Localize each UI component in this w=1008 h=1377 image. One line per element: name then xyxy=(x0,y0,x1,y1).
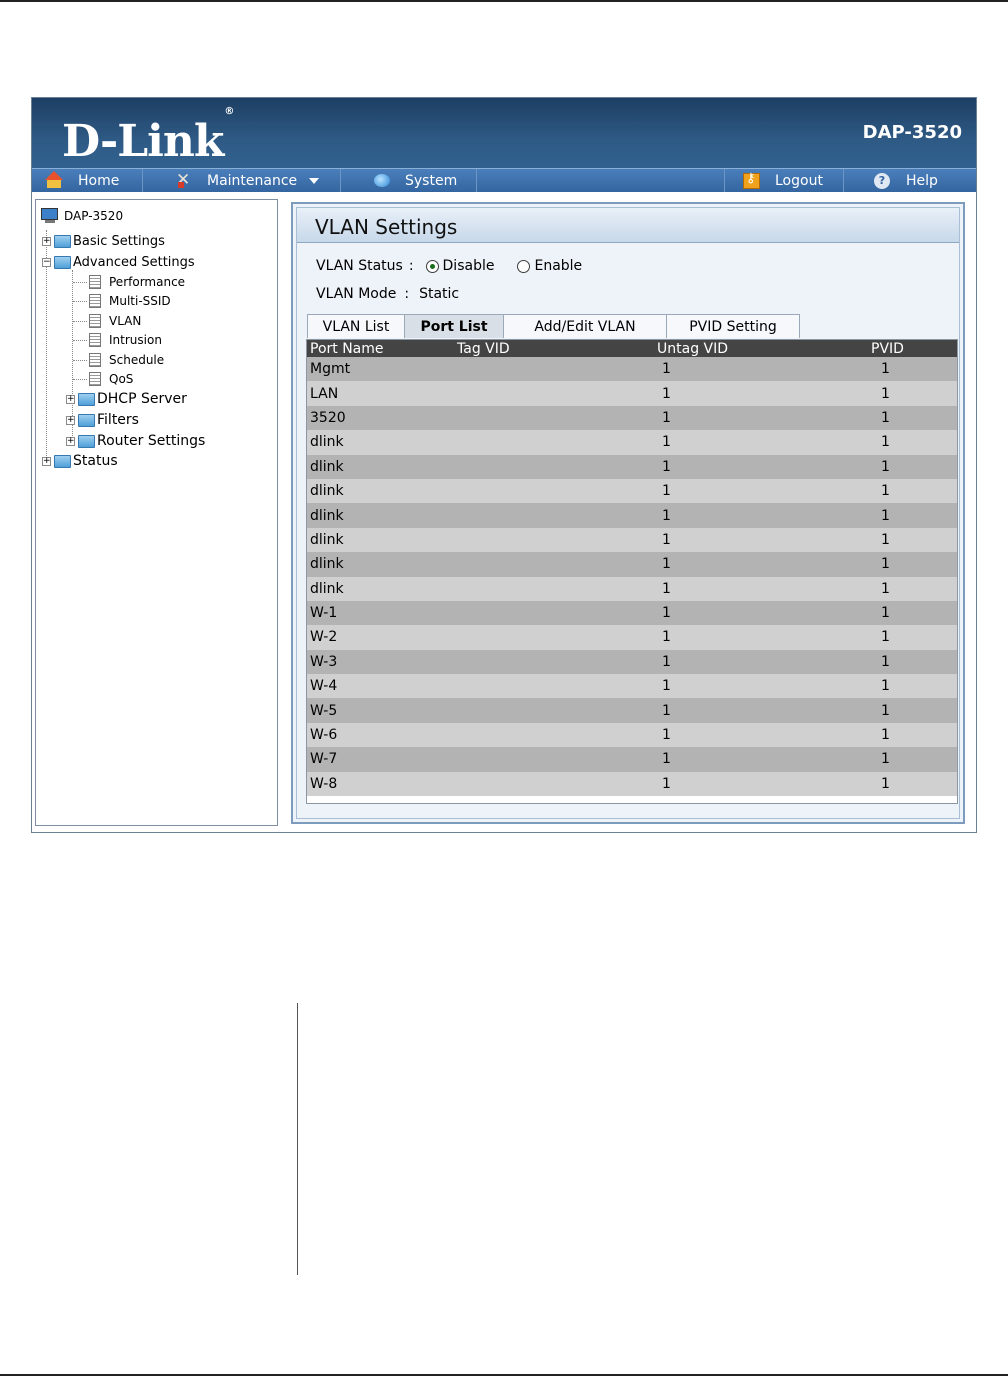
header-port-name: Port Name xyxy=(310,340,384,357)
page-title: VLAN Settings xyxy=(315,215,458,239)
nav-system-label: System xyxy=(405,172,458,189)
tree-connector xyxy=(73,321,87,322)
tree-item-intrusion[interactable] xyxy=(73,330,162,350)
tree-item-label: Performance xyxy=(109,275,186,289)
tree-router-settings[interactable] xyxy=(66,431,205,451)
separator: : xyxy=(404,286,410,302)
cell-untag-vid: 1 xyxy=(662,775,671,792)
cell-pvid: 1 xyxy=(881,775,890,792)
cell-pvid: 1 xyxy=(881,556,890,573)
cell-port-name: dlink xyxy=(310,580,344,597)
nav-system[interactable] xyxy=(341,169,477,192)
dlink-logo xyxy=(62,106,234,167)
cell-untag-vid: 1 xyxy=(662,629,671,646)
tree-item-multi-ssid[interactable] xyxy=(73,291,171,311)
cell-untag-vid: 1 xyxy=(662,531,671,548)
tree-connector xyxy=(73,282,87,283)
page-icon xyxy=(89,275,101,289)
folder-icon xyxy=(54,455,71,468)
cell-port-name: dlink xyxy=(310,434,344,451)
tree-root[interactable] xyxy=(40,206,123,226)
page-bottom-rule xyxy=(0,1374,1008,1376)
cell-port-name: dlink xyxy=(310,531,344,548)
cell-port-name: dlink xyxy=(310,556,344,573)
table-row xyxy=(307,430,957,454)
cell-port-name: LAN xyxy=(310,385,339,402)
chevron-down-icon xyxy=(309,178,319,184)
cell-untag-vid: 1 xyxy=(662,458,671,475)
cell-port-name: W-2 xyxy=(310,629,338,646)
tab-port-list[interactable]: Port List xyxy=(404,314,504,338)
cell-untag-vid: 1 xyxy=(662,678,671,695)
cell-pvid: 1 xyxy=(881,702,890,719)
title-bar xyxy=(297,208,959,243)
page-top-rule xyxy=(0,0,1008,2)
folder-open-icon xyxy=(54,256,71,269)
cell-untag-vid: 1 xyxy=(662,727,671,744)
system-icon xyxy=(373,173,391,189)
cell-port-name: W-6 xyxy=(310,727,338,744)
cell-port-name: W-1 xyxy=(310,605,338,622)
cell-untag-vid: 1 xyxy=(662,483,671,500)
collapse-icon[interactable]: − xyxy=(43,256,51,267)
tree-item-vlan[interactable] xyxy=(73,311,141,331)
tab-vlan-list[interactable]: VLAN List xyxy=(307,314,405,338)
home-icon xyxy=(46,173,64,189)
separator: : xyxy=(408,258,414,274)
vlan-mode-row xyxy=(316,286,459,302)
cell-port-name: W-4 xyxy=(310,678,338,695)
tree-item-label: Intrusion xyxy=(109,333,162,347)
tree-filters-label: Filters xyxy=(97,412,139,428)
vlan-mode-value: Static xyxy=(419,286,460,302)
tree-dhcp-server[interactable] xyxy=(66,389,187,409)
header-untag-vid: Untag VID xyxy=(657,340,729,357)
table-row xyxy=(307,723,957,747)
folder-icon xyxy=(78,435,95,448)
cell-pvid: 1 xyxy=(881,727,890,744)
tools-icon xyxy=(175,173,193,189)
expand-icon[interactable]: + xyxy=(67,435,75,446)
table-row xyxy=(307,528,957,552)
table-row xyxy=(307,455,957,479)
cell-port-name: W-5 xyxy=(310,702,338,719)
tree-item-schedule[interactable] xyxy=(73,350,164,370)
nav-help-label: Help xyxy=(906,172,938,189)
tree-basic-label: Basic Settings xyxy=(73,233,165,249)
tree-advanced-settings[interactable] xyxy=(42,252,195,272)
nav-maintenance-label: Maintenance xyxy=(207,172,298,189)
tab-pvid-setting[interactable]: PVID Setting xyxy=(666,314,800,338)
table-row xyxy=(307,698,957,722)
table-row xyxy=(307,674,957,698)
table-row xyxy=(307,601,957,625)
table-body xyxy=(307,357,957,796)
tree-basic-settings[interactable] xyxy=(42,231,165,251)
cell-port-name: 3520 xyxy=(310,409,346,426)
cell-untag-vid: 1 xyxy=(662,385,671,402)
header-pvid: PVID xyxy=(871,340,904,357)
page-icon xyxy=(89,314,101,328)
cell-pvid: 1 xyxy=(881,751,890,768)
nav-home-label: Home xyxy=(78,172,120,189)
table-row xyxy=(307,479,957,503)
table-row xyxy=(307,577,957,601)
tree-root-label: DAP-3520 xyxy=(64,209,124,223)
cell-pvid: 1 xyxy=(881,483,890,500)
cell-untag-vid: 1 xyxy=(662,507,671,524)
enable-label: Enable xyxy=(534,258,583,274)
vlan-mode-label: VLAN Mode xyxy=(316,286,397,302)
help-icon xyxy=(874,173,892,189)
model-name: DAP-3520 xyxy=(862,122,962,143)
tree-connector xyxy=(73,340,87,341)
logo-text: D-Link xyxy=(62,116,224,167)
registered-mark: ® xyxy=(224,106,234,118)
cell-untag-vid: 1 xyxy=(662,702,671,719)
vlan-status-row xyxy=(316,258,582,274)
table-row xyxy=(307,357,957,381)
cell-pvid: 1 xyxy=(881,507,890,524)
computer-icon xyxy=(40,207,60,225)
expand-icon[interactable]: + xyxy=(67,393,75,404)
cell-pvid: 1 xyxy=(881,580,890,597)
folder-icon xyxy=(78,414,95,427)
nav-home[interactable] xyxy=(32,169,143,192)
cell-untag-vid: 1 xyxy=(662,580,671,597)
table-row xyxy=(307,650,957,674)
tree-dhcp-label: DHCP Server xyxy=(97,391,187,407)
tree-router-label: Router Settings xyxy=(97,433,206,449)
table-row xyxy=(307,625,957,649)
disable-label: Disable xyxy=(442,258,495,274)
header-banner xyxy=(32,98,976,168)
cell-pvid: 1 xyxy=(881,653,890,670)
page-icon xyxy=(89,372,101,386)
cell-port-name: W-3 xyxy=(310,653,338,670)
tree-status-label: Status xyxy=(73,453,118,469)
cell-pvid: 1 xyxy=(881,361,890,378)
expand-icon[interactable]: + xyxy=(43,235,51,246)
cell-port-name: Mgmt xyxy=(310,361,351,378)
tree-item-performance[interactable] xyxy=(73,272,185,292)
cell-pvid: 1 xyxy=(881,434,890,451)
cell-pvid: 1 xyxy=(881,605,890,622)
sidebar-tree xyxy=(35,199,278,826)
vlan-status-label: VLAN Status xyxy=(316,258,403,274)
enable-radio[interactable] xyxy=(517,260,530,273)
tree-filters[interactable] xyxy=(66,410,139,430)
cell-port-name: dlink xyxy=(310,483,344,500)
tab-add-edit-vlan[interactable]: Add/Edit VLAN xyxy=(503,314,667,338)
cell-pvid: 1 xyxy=(881,531,890,548)
vertical-divider xyxy=(297,1003,298,1275)
top-nav xyxy=(32,168,976,192)
tree-connector xyxy=(73,379,87,380)
page-icon xyxy=(89,333,101,347)
table-row xyxy=(307,406,957,430)
cell-port-name: dlink xyxy=(310,458,344,475)
nav-logout-label: Logout xyxy=(775,172,823,189)
cell-pvid: 1 xyxy=(881,458,890,475)
table-row xyxy=(307,503,957,527)
content-panel xyxy=(291,202,965,824)
table-row xyxy=(307,552,957,576)
browser-frame xyxy=(31,97,977,833)
tree-item-label: Multi-SSID xyxy=(109,294,171,308)
tree-connector xyxy=(73,360,87,361)
folder-icon xyxy=(78,393,95,406)
cell-port-name: dlink xyxy=(310,507,344,524)
nav-logout[interactable] xyxy=(724,169,843,192)
nav-help[interactable] xyxy=(843,169,976,192)
logout-icon xyxy=(743,173,761,189)
tree-item-label: QoS xyxy=(109,372,134,386)
cell-port-name: W-7 xyxy=(310,751,338,768)
tree-connector xyxy=(73,301,87,302)
tree-status[interactable] xyxy=(42,451,118,471)
table-row xyxy=(307,381,957,405)
cell-port-name: W-8 xyxy=(310,775,338,792)
tree-advanced-label: Advanced Settings xyxy=(73,254,195,270)
cell-untag-vid: 1 xyxy=(662,434,671,451)
cell-untag-vid: 1 xyxy=(662,605,671,622)
cell-untag-vid: 1 xyxy=(662,361,671,378)
cell-untag-vid: 1 xyxy=(662,653,671,670)
cell-untag-vid: 1 xyxy=(662,751,671,768)
cell-untag-vid: 1 xyxy=(662,556,671,573)
tree-item-label: Schedule xyxy=(109,353,165,367)
table-row xyxy=(307,772,957,796)
tab-bar xyxy=(307,314,799,339)
table-header xyxy=(307,340,957,357)
cell-untag-vid: 1 xyxy=(662,409,671,426)
cell-pvid: 1 xyxy=(881,385,890,402)
folder-icon xyxy=(54,235,71,248)
expand-icon[interactable]: + xyxy=(67,414,75,425)
cell-pvid: 1 xyxy=(881,409,890,426)
expand-icon[interactable]: + xyxy=(43,455,51,466)
nav-maintenance[interactable] xyxy=(143,169,341,192)
cell-pvid: 1 xyxy=(881,678,890,695)
content-inner xyxy=(296,207,960,819)
header-tag-vid: Tag VID xyxy=(457,340,510,357)
table-row xyxy=(307,747,957,771)
cell-pvid: 1 xyxy=(881,629,890,646)
tree-item-label: VLAN xyxy=(109,314,142,328)
disable-radio[interactable] xyxy=(426,260,439,273)
tree-item-qos[interactable] xyxy=(73,369,133,389)
port-list-table xyxy=(306,339,958,804)
page-icon xyxy=(89,353,101,367)
page-icon xyxy=(89,294,101,308)
